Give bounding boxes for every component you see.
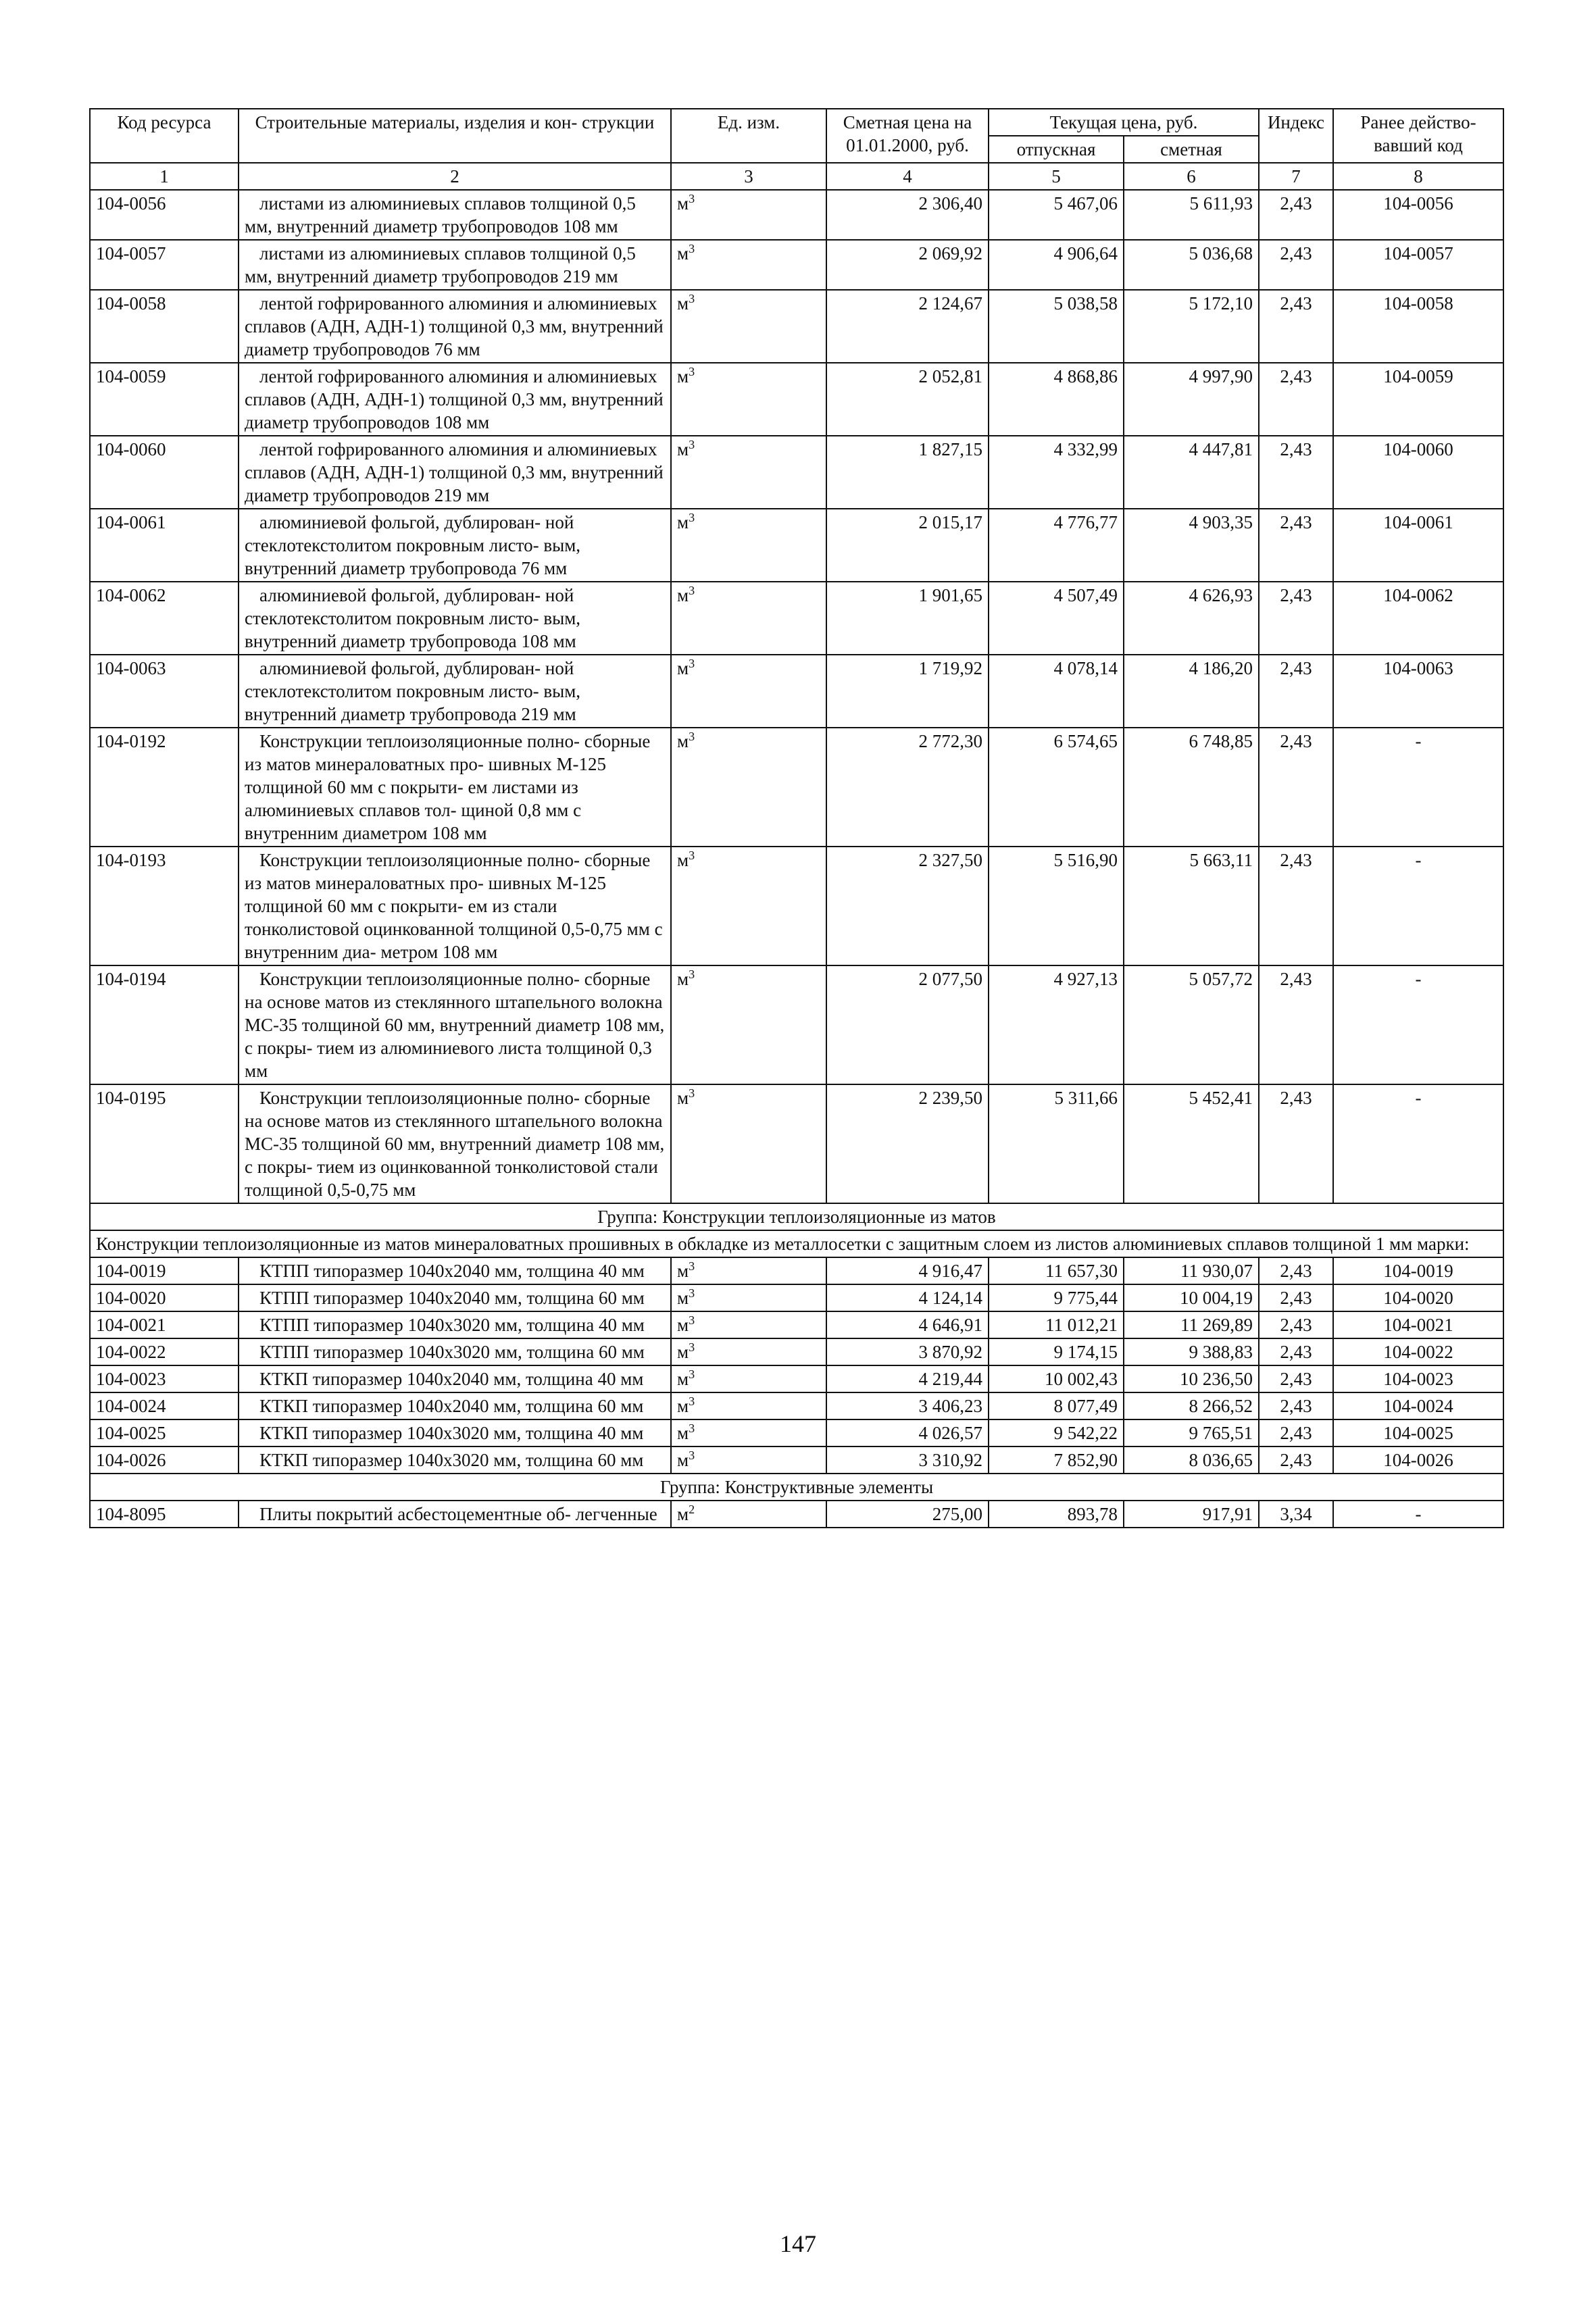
- estimate-price-2000: 3 870,92: [826, 1338, 989, 1365]
- price-index: 2,43: [1259, 1311, 1333, 1338]
- unit-cell: [671, 436, 826, 509]
- previous-code: -: [1333, 1501, 1503, 1528]
- previous-code: 104-0062: [1333, 582, 1503, 655]
- header-code: Код ресурса: [90, 109, 239, 163]
- estimate-current-price: 917,91: [1124, 1501, 1259, 1528]
- unit-label: м: [677, 658, 689, 678]
- group-title-row: [90, 1474, 1503, 1501]
- release-price: 10 002,43: [989, 1365, 1124, 1392]
- previous-code: -: [1333, 965, 1503, 1084]
- price-index: 2,43: [1259, 1392, 1333, 1419]
- resource-code: 104-0062: [90, 582, 239, 655]
- price-index: 2,43: [1259, 1284, 1333, 1311]
- unit-cell: [671, 1419, 826, 1447]
- unit-label: м: [677, 512, 689, 532]
- unit-label: м: [677, 1261, 689, 1281]
- resource-code: 104-0192: [90, 728, 239, 847]
- group-2-rows: [90, 1501, 1503, 1528]
- price-index: 2,43: [1259, 1365, 1333, 1392]
- estimate-current-price: 4 447,81: [1124, 436, 1259, 509]
- release-price: 4 927,13: [989, 965, 1124, 1084]
- table-row: [90, 509, 1503, 582]
- unit-label: м: [677, 1450, 689, 1470]
- material-description: Плиты покрытий асбестоцементные об- легченные: [239, 1501, 671, 1528]
- estimate-current-price: 5 663,11: [1124, 847, 1259, 965]
- table-row: [90, 290, 1503, 363]
- release-price: 6 574,65: [989, 728, 1124, 847]
- estimate-price-2000: 1 827,15: [826, 436, 989, 509]
- previous-code: 104-0057: [1333, 240, 1503, 290]
- header-index: Индекс: [1259, 109, 1333, 163]
- estimate-current-price: 5 611,93: [1124, 190, 1259, 240]
- table-row: [90, 1365, 1503, 1392]
- resource-code: 104-0026: [90, 1447, 239, 1474]
- estimate-price-2000: 3 310,92: [826, 1447, 989, 1474]
- previous-code: 104-0058: [1333, 290, 1503, 363]
- group-1: [90, 1203, 1503, 1257]
- price-index: 2,43: [1259, 1447, 1333, 1474]
- estimate-price-2000: 4 916,47: [826, 1257, 989, 1284]
- table-row: [90, 1084, 1503, 1203]
- previous-code: 104-0026: [1333, 1447, 1503, 1474]
- unit-exponent: 3: [689, 1394, 695, 1408]
- table-row: [90, 190, 1503, 240]
- unit-cell: [671, 655, 826, 728]
- unit-label: м: [677, 1396, 689, 1416]
- unit-label: м: [677, 1504, 689, 1524]
- column-number-row: [90, 163, 1503, 190]
- unit-exponent: 3: [689, 365, 695, 378]
- material-description: Конструкции теплоизоляционные полно- сборные из матов минераловатных про- шивных М-125 толщиной 60 мм с покрыти- ем из стали тонколистовой оцинкованной толщиной 0,5-0,75 мм с внутренним диа- метром 108 мм: [239, 847, 671, 965]
- table-row: [90, 363, 1503, 436]
- material-description: алюминиевой фольгой, дублирован- ной стеклотекстолитом покровным листо- вым, внутренний диаметр трубопровода 108 мм: [239, 582, 671, 655]
- estimate-current-price: 5 036,68: [1124, 240, 1259, 290]
- table-row: [90, 965, 1503, 1084]
- unit-cell: [671, 1284, 826, 1311]
- unit-exponent: 3: [689, 1286, 695, 1300]
- column-number: 7: [1259, 163, 1333, 190]
- table-row: [90, 847, 1503, 965]
- estimate-price-2000: 2 327,50: [826, 847, 989, 965]
- unit-cell: [671, 1392, 826, 1419]
- group-title-row: [90, 1203, 1503, 1230]
- price-index: 2,43: [1259, 509, 1333, 582]
- unit-exponent: 3: [689, 438, 695, 451]
- column-number: 6: [1124, 163, 1259, 190]
- release-price: 5 516,90: [989, 847, 1124, 965]
- unit-cell: [671, 1501, 826, 1528]
- unit-exponent: 2: [689, 1503, 695, 1516]
- estimate-current-price: 11 269,89: [1124, 1311, 1259, 1338]
- material-description: КТПП типоразмер 1040х3020 мм, толщина 40 мм: [239, 1311, 671, 1338]
- price-index: 2,43: [1259, 582, 1333, 655]
- column-number: 1: [90, 163, 239, 190]
- table-row: [90, 1257, 1503, 1284]
- unit-cell: [671, 1365, 826, 1392]
- unit-exponent: 3: [689, 584, 695, 597]
- release-price: 5 038,58: [989, 290, 1124, 363]
- unit-cell: [671, 728, 826, 847]
- price-index: 3,34: [1259, 1501, 1333, 1528]
- group-title: Группа: Конструкции теплоизоляционные из матов: [90, 1203, 1503, 1230]
- previous-code: 104-0023: [1333, 1365, 1503, 1392]
- header-row: [90, 109, 1503, 136]
- previous-code: 104-0056: [1333, 190, 1503, 240]
- resource-code: 104-0194: [90, 965, 239, 1084]
- table-row: [90, 1311, 1503, 1338]
- header-estimate-price-2000: Сметная цена на 01.01.2000, руб.: [826, 109, 989, 163]
- unit-exponent: 3: [689, 967, 695, 981]
- price-index: 2,43: [1259, 190, 1333, 240]
- release-price: 11 657,30: [989, 1257, 1124, 1284]
- unit-label: м: [677, 969, 689, 989]
- unit-exponent: 3: [689, 849, 695, 862]
- price-index: 2,43: [1259, 1257, 1333, 1284]
- previous-code: 104-0024: [1333, 1392, 1503, 1419]
- unit-exponent: 3: [689, 511, 695, 524]
- estimate-current-price: 5 057,72: [1124, 965, 1259, 1084]
- unit-cell: [671, 1338, 826, 1365]
- unit-cell: [671, 290, 826, 363]
- price-index: 2,43: [1259, 1338, 1333, 1365]
- release-price: 11 012,21: [989, 1311, 1124, 1338]
- estimate-price-2000: 4 646,91: [826, 1311, 989, 1338]
- material-description: Конструкции теплоизоляционные полно- сборные из матов минераловатных про- шивных М-125 толщиной 60 мм с покрыти- ем листами из алюминиевых сплавов тол- щиной 0,8 мм с внутренним диаметром 108 мм: [239, 728, 671, 847]
- previous-code: -: [1333, 1084, 1503, 1203]
- material-description: КТПП типоразмер 1040х2040 мм, толщина 60 мм: [239, 1284, 671, 1311]
- release-price: 4 776,77: [989, 509, 1124, 582]
- table-row: [90, 655, 1503, 728]
- material-description: КТПП типоразмер 1040х2040 мм, толщина 40 мм: [239, 1257, 671, 1284]
- column-number: 3: [671, 163, 826, 190]
- unit-exponent: 3: [689, 657, 695, 670]
- table-row: [90, 1338, 1503, 1365]
- unit-cell: [671, 190, 826, 240]
- estimate-current-price: 9 765,51: [1124, 1419, 1259, 1447]
- previous-code: -: [1333, 728, 1503, 847]
- resource-code: 104-0056: [90, 190, 239, 240]
- previous-code: 104-0063: [1333, 655, 1503, 728]
- page-number: 147: [780, 2230, 816, 2257]
- release-price: 4 868,86: [989, 363, 1124, 436]
- estimate-current-price: 4 626,93: [1124, 582, 1259, 655]
- unit-label: м: [677, 585, 689, 605]
- price-index: 2,43: [1259, 728, 1333, 847]
- column-number: 4: [826, 163, 989, 190]
- release-price: 7 852,90: [989, 1447, 1124, 1474]
- unit-cell: [671, 1257, 826, 1284]
- unit-exponent: 3: [689, 1340, 695, 1354]
- resource-code: 104-0022: [90, 1338, 239, 1365]
- header-previous-code: Ранее действо- вавший код: [1333, 109, 1503, 163]
- material-description: КТКП типоразмер 1040х2040 мм, толщина 40 мм: [239, 1365, 671, 1392]
- material-description: лентой гофрированного алюминия и алюминиевых сплавов (АДН, АДН-1) толщиной 0,3 мм, внутренний диаметр трубопроводов 76 мм: [239, 290, 671, 363]
- price-index: 2,43: [1259, 1084, 1333, 1203]
- unit-cell: [671, 847, 826, 965]
- material-description: КТКП типоразмер 1040х3020 мм, толщина 40 мм: [239, 1419, 671, 1447]
- estimate-current-price: 6 748,85: [1124, 728, 1259, 847]
- previous-code: 104-0059: [1333, 363, 1503, 436]
- header-estimate-current: сметная: [1124, 136, 1259, 163]
- price-table-sheet: [89, 108, 1503, 1528]
- estimate-current-price: 4 903,35: [1124, 509, 1259, 582]
- estimate-current-price: 11 930,07: [1124, 1257, 1259, 1284]
- unit-cell: [671, 582, 826, 655]
- previous-code: 104-0022: [1333, 1338, 1503, 1365]
- unit-cell: [671, 240, 826, 290]
- previous-code: 104-0025: [1333, 1419, 1503, 1447]
- unit-label: м: [677, 243, 689, 263]
- estimate-current-price: 8 036,65: [1124, 1447, 1259, 1474]
- previous-code: 104-0061: [1333, 509, 1503, 582]
- material-description: алюминиевой фольгой, дублирован- ной стеклотекстолитом покровным листо- вым, внутренний диаметр трубопровода 219 мм: [239, 655, 671, 728]
- estimate-current-price: 9 388,83: [1124, 1338, 1259, 1365]
- release-price: 9 775,44: [989, 1284, 1124, 1311]
- material-description: листами из алюминиевых сплавов толщиной 0,5 мм, внутренний диаметр трубопроводов 219 мм: [239, 240, 671, 290]
- unit-exponent: 3: [689, 1422, 695, 1435]
- table-row: [90, 1392, 1503, 1419]
- release-price: 4 507,49: [989, 582, 1124, 655]
- release-price: 5 467,06: [989, 190, 1124, 240]
- material-description: Конструкции теплоизоляционные полно- сборные на основе матов из стеклянного штапельного волокна МС-35 толщиной 60 мм, внутренний диаметр 108 мм, с покры- тием из алюминиевого листа толщиной 0,3 мм: [239, 965, 671, 1084]
- release-price: 9 542,22: [989, 1419, 1124, 1447]
- unit-label: м: [677, 1342, 689, 1362]
- unit-cell: [671, 965, 826, 1084]
- table-row: [90, 240, 1503, 290]
- price-table: [89, 108, 1504, 1528]
- table-row: [90, 436, 1503, 509]
- group-title: Группа: Конструктивные элементы: [90, 1474, 1503, 1501]
- material-description: лентой гофрированного алюминия и алюминиевых сплавов (АДН, АДН-1) толщиной 0,3 мм, внутренний диаметр трубопроводов 108 мм: [239, 363, 671, 436]
- unit-label: м: [677, 1423, 689, 1443]
- resource-code: 104-0195: [90, 1084, 239, 1203]
- previous-code: 104-0060: [1333, 436, 1503, 509]
- unit-label: м: [677, 193, 689, 213]
- material-description: КТКП типоразмер 1040х2040 мм, толщина 60 мм: [239, 1392, 671, 1419]
- resource-code: 104-0193: [90, 847, 239, 965]
- table-row: [90, 1419, 1503, 1447]
- release-price: 5 311,66: [989, 1084, 1124, 1203]
- estimate-price-2000: 4 026,57: [826, 1419, 989, 1447]
- unit-exponent: 3: [689, 1449, 695, 1462]
- resource-code: 104-0061: [90, 509, 239, 582]
- estimate-price-2000: 4 219,44: [826, 1365, 989, 1392]
- estimate-price-2000: 2 077,50: [826, 965, 989, 1084]
- price-index: 2,43: [1259, 1419, 1333, 1447]
- resource-code: 104-0059: [90, 363, 239, 436]
- unit-label: м: [677, 1315, 689, 1335]
- resource-code: 104-0057: [90, 240, 239, 290]
- release-price: 893,78: [989, 1501, 1124, 1528]
- material-description: КТКП типоразмер 1040х3020 мм, толщина 60 мм: [239, 1447, 671, 1474]
- resource-code: 104-0020: [90, 1284, 239, 1311]
- header-current-price: Текущая цена, руб.: [989, 109, 1259, 136]
- unit-label: м: [677, 731, 689, 751]
- column-number: 8: [1333, 163, 1503, 190]
- estimate-price-2000: 4 124,14: [826, 1284, 989, 1311]
- table-row: [90, 728, 1503, 847]
- header-release-price: отпускная: [989, 136, 1124, 163]
- material-description: Конструкции теплоизоляционные полно- сборные на основе матов из стеклянного штапельного волокна МС-35 толщиной 60 мм, внутренний диаметр 108 мм, с покры- тием из оцинкованной тонколистовой стали толщиной 0,5-0,75 мм: [239, 1084, 671, 1203]
- unit-cell: [671, 1311, 826, 1338]
- resource-code: 104-0021: [90, 1311, 239, 1338]
- estimate-current-price: 8 266,52: [1124, 1392, 1259, 1419]
- unit-exponent: 3: [689, 1259, 695, 1273]
- estimate-price-2000: 1 901,65: [826, 582, 989, 655]
- unit-cell: [671, 1447, 826, 1474]
- estimate-price-2000: 3 406,23: [826, 1392, 989, 1419]
- unit-exponent: 3: [689, 1313, 695, 1327]
- estimate-price-2000: 2 069,92: [826, 240, 989, 290]
- price-index: 2,43: [1259, 290, 1333, 363]
- previous-code: 104-0021: [1333, 1311, 1503, 1338]
- unit-label: м: [677, 366, 689, 386]
- unit-label: м: [677, 1288, 689, 1308]
- estimate-current-price: 5 172,10: [1124, 290, 1259, 363]
- material-description: листами из алюминиевых сплавов толщиной 0,5 мм, внутренний диаметр трубопроводов 108 мм: [239, 190, 671, 240]
- price-index: 2,43: [1259, 240, 1333, 290]
- group-subtitle-row: [90, 1230, 1503, 1257]
- unit-label: м: [677, 850, 689, 870]
- unit-exponent: 3: [689, 242, 695, 255]
- unit-cell: [671, 509, 826, 582]
- release-price: 4 078,14: [989, 655, 1124, 728]
- unit-exponent: 3: [689, 192, 695, 205]
- estimate-price-2000: 2 052,81: [826, 363, 989, 436]
- resource-code: 104-0063: [90, 655, 239, 728]
- table-row: [90, 582, 1503, 655]
- resource-code: 104-0058: [90, 290, 239, 363]
- table-row: [90, 1501, 1503, 1528]
- price-index: 2,43: [1259, 847, 1333, 965]
- estimate-current-price: 10 236,50: [1124, 1365, 1259, 1392]
- unit-label: м: [677, 293, 689, 313]
- column-number: 2: [239, 163, 671, 190]
- unit-cell: [671, 1084, 826, 1203]
- group-subtitle: Конструкции теплоизоляционные из матов минераловатных прошивных в обкладке из металлосетки с защитным слоем из листов алюминиевых сплавов толщиной 1 мм марки:: [90, 1230, 1503, 1257]
- header-unit: Ед. изм.: [671, 109, 826, 163]
- material-description: алюминиевой фольгой, дублирован- ной стеклотекстолитом покровным листо- вым, внутренний диаметр трубопровода 76 мм: [239, 509, 671, 582]
- price-index: 2,43: [1259, 436, 1333, 509]
- previous-code: -: [1333, 847, 1503, 965]
- release-price: 9 174,15: [989, 1338, 1124, 1365]
- unit-exponent: 3: [689, 292, 695, 305]
- estimate-price-2000: 275,00: [826, 1501, 989, 1528]
- group-1-rows: [90, 1257, 1503, 1474]
- release-price: 8 077,49: [989, 1392, 1124, 1419]
- unit-label: м: [677, 1369, 689, 1389]
- estimate-price-2000: 2 124,67: [826, 290, 989, 363]
- unit-exponent: 3: [689, 1367, 695, 1381]
- unit-cell: [671, 363, 826, 436]
- release-price: 4 332,99: [989, 436, 1124, 509]
- unit-exponent: 3: [689, 730, 695, 743]
- estimate-current-price: 10 004,19: [1124, 1284, 1259, 1311]
- resource-code: 104-8095: [90, 1501, 239, 1528]
- previous-code: 104-0020: [1333, 1284, 1503, 1311]
- estimate-price-2000: 2 772,30: [826, 728, 989, 847]
- material-description: КТПП типоразмер 1040х3020 мм, толщина 60 мм: [239, 1338, 671, 1365]
- estimate-price-2000: 1 719,92: [826, 655, 989, 728]
- estimate-current-price: 4 997,90: [1124, 363, 1259, 436]
- group-2: [90, 1474, 1503, 1501]
- resource-code: 104-0019: [90, 1257, 239, 1284]
- column-number: 5: [989, 163, 1124, 190]
- previous-code: 104-0019: [1333, 1257, 1503, 1284]
- unit-label: м: [677, 1088, 689, 1108]
- header-materials: Строительные материалы, изделия и кон- струкции: [239, 109, 671, 163]
- unit-exponent: 3: [689, 1086, 695, 1100]
- estimate-price-2000: 2 239,50: [826, 1084, 989, 1203]
- price-index: 2,43: [1259, 965, 1333, 1084]
- table-row: [90, 1447, 1503, 1474]
- resource-code: 104-0025: [90, 1419, 239, 1447]
- material-description: лентой гофрированного алюминия и алюминиевых сплавов (АДН, АДН-1) толщиной 0,3 мм, внутренний диаметр трубопроводов 219 мм: [239, 436, 671, 509]
- unit-label: м: [677, 439, 689, 459]
- price-index: 2,43: [1259, 363, 1333, 436]
- price-index: 2,43: [1259, 655, 1333, 728]
- table-row: [90, 1284, 1503, 1311]
- resource-code: 104-0060: [90, 436, 239, 509]
- estimate-current-price: 4 186,20: [1124, 655, 1259, 728]
- estimate-current-price: 5 452,41: [1124, 1084, 1259, 1203]
- release-price: 4 906,64: [989, 240, 1124, 290]
- estimate-price-2000: 2 015,17: [826, 509, 989, 582]
- resource-code: 104-0023: [90, 1365, 239, 1392]
- resource-code: 104-0024: [90, 1392, 239, 1419]
- table-body-main: [90, 190, 1503, 1203]
- estimate-price-2000: 2 306,40: [826, 190, 989, 240]
